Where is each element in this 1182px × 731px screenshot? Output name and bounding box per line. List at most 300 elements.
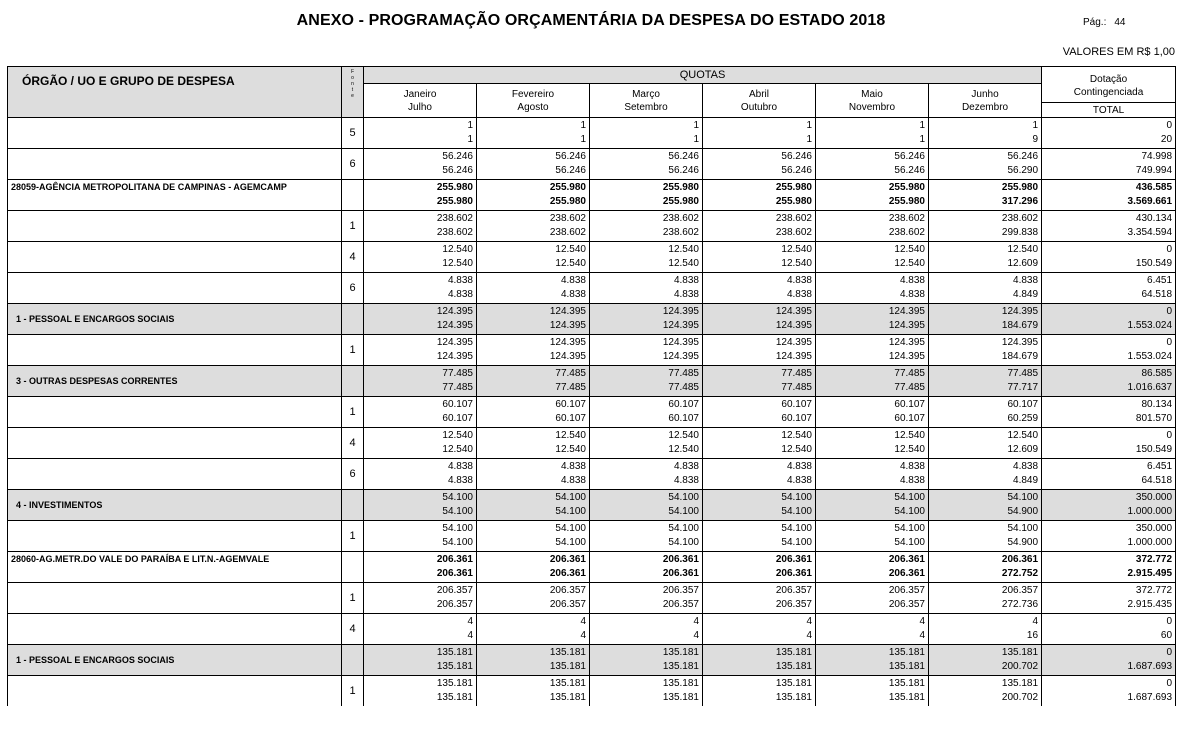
quota-cell: 77.485: [703, 381, 816, 397]
quota-cell: 299.838: [929, 226, 1042, 242]
quota-cell: 206.357: [477, 598, 590, 614]
fonte-cell: 5: [342, 118, 364, 149]
quota-cell: 54.100: [477, 521, 590, 537]
total-cell: 1.687.693: [1042, 660, 1176, 676]
quota-cell: 54.100: [816, 490, 929, 506]
row-label: 28060-AG.METR.DO VALE DO PARAÍBA E LIT.N.-AGEMVALE: [8, 552, 342, 583]
quota-cell: 135.181: [590, 660, 703, 676]
dotacao-cell: 6.451: [1042, 459, 1176, 475]
fonte-cell: 4: [342, 428, 364, 459]
dotacao-line: Dotação: [1089, 74, 1128, 85]
quota-cell: 1: [364, 118, 477, 134]
quota-cell: 135.181: [816, 691, 929, 706]
quota-cell: 206.357: [703, 583, 816, 599]
month-first: Abril: [748, 88, 769, 100]
dotacao-cell: 86.585: [1042, 366, 1176, 382]
fonte-letter: F: [350, 69, 355, 75]
total-cell: 1.553.024: [1042, 319, 1176, 335]
quota-cell: 16: [929, 629, 1042, 645]
row-label: 1 - PESSOAL E ENCARGOS SOCIAIS: [8, 645, 342, 676]
dotacao-cell: 0: [1042, 676, 1176, 692]
fonte-cell: 1: [342, 583, 364, 614]
quota-cell: 60.107: [703, 397, 816, 413]
quota-cell: 135.181: [364, 676, 477, 692]
quota-cell: 12.540: [816, 443, 929, 459]
quota-cell: 4: [590, 629, 703, 645]
quota-cell: 135.181: [929, 645, 1042, 661]
total-cell: 20: [1042, 133, 1176, 149]
quota-cell: 124.395: [929, 304, 1042, 320]
quota-cell: 4.838: [364, 273, 477, 289]
quota-cell: 12.540: [816, 428, 929, 444]
quota-cell: 4.838: [816, 459, 929, 475]
quota-cell: 12.540: [477, 242, 590, 258]
total-cell: 150.549: [1042, 443, 1176, 459]
quota-cell: 77.485: [590, 381, 703, 397]
quota-cell: 54.100: [816, 536, 929, 552]
total-cell: 60: [1042, 629, 1176, 645]
quota-cell: 4.838: [703, 273, 816, 289]
quota-cell: 4.838: [816, 273, 929, 289]
dotacao-cell: 430.134: [1042, 211, 1176, 227]
total-cell: 2.915.495: [1042, 567, 1176, 583]
quota-cell: 135.181: [477, 691, 590, 706]
quota-cell: 4.838: [590, 288, 703, 304]
quota-cell: 124.395: [364, 319, 477, 335]
quota-cell: 135.181: [477, 676, 590, 692]
quota-cell: 135.181: [703, 691, 816, 706]
dotacao-cell: 350.000: [1042, 490, 1176, 506]
total-cell: 64.518: [1042, 288, 1176, 304]
quota-cell: 77.485: [590, 366, 703, 382]
fonte-letter: o: [351, 75, 354, 81]
quota-cell: 206.357: [590, 583, 703, 599]
fonte-cell: [342, 645, 364, 676]
fonte-cell: 4: [342, 242, 364, 273]
month-header: [929, 84, 1042, 118]
quota-cell: 124.395: [477, 335, 590, 351]
quota-cell: 206.361: [929, 552, 1042, 568]
quota-cell: 206.357: [364, 583, 477, 599]
quota-cell: 317.296: [929, 195, 1042, 211]
quota-cell: 238.602: [590, 211, 703, 227]
quota-cell: 54.100: [364, 505, 477, 521]
quota-cell: 255.980: [477, 195, 590, 211]
fonte-cell: 4: [342, 614, 364, 645]
quota-cell: 1: [703, 133, 816, 149]
quota-cell: 184.679: [929, 319, 1042, 335]
quota-cell: 135.181: [703, 645, 816, 661]
quota-cell: 238.602: [477, 211, 590, 227]
row-label: [8, 676, 342, 707]
fonte-cell: 1: [342, 397, 364, 428]
dotacao-cell: 0: [1042, 335, 1176, 351]
row-label: 1 - PESSOAL E ENCARGOS SOCIAIS: [8, 304, 342, 335]
quota-cell: 184.679: [929, 350, 1042, 366]
month-second: Novembro: [848, 101, 896, 113]
quota-cell: 4.838: [703, 459, 816, 475]
quota-cell: 1: [590, 118, 703, 134]
report-title: ANEXO - PROGRAMAÇÃO ORÇAMENTÁRIA DA DESPESA DO ESTADO 2018: [296, 12, 886, 29]
quota-cell: 12.609: [929, 443, 1042, 459]
page-indicator: [1083, 17, 1125, 28]
quota-cell: 54.100: [703, 490, 816, 506]
fonte-cell: [342, 490, 364, 521]
quota-cell: 135.181: [477, 660, 590, 676]
table-row: [8, 149, 1176, 165]
budget-table: [7, 66, 1176, 706]
fonte-cell: [342, 366, 364, 397]
quota-cell: 135.181: [816, 676, 929, 692]
month-second: Julho: [408, 101, 432, 113]
quota-cell: 56.290: [929, 164, 1042, 180]
quota-cell: 56.246: [929, 149, 1042, 165]
quota-cell: 77.485: [816, 366, 929, 382]
fonte-cell: 1: [342, 521, 364, 552]
quota-cell: 124.395: [590, 304, 703, 320]
quota-cell: 124.395: [590, 319, 703, 335]
quota-cell: 255.980: [477, 180, 590, 196]
quota-cell: 135.181: [816, 660, 929, 676]
quota-cell: 60.107: [364, 397, 477, 413]
quota-cell: 135.181: [590, 691, 703, 706]
quota-cell: 1: [590, 133, 703, 149]
quota-cell: 4.838: [590, 459, 703, 475]
quota-cell: 60.107: [477, 412, 590, 428]
quota-cell: 206.361: [703, 552, 816, 568]
quota-cell: 206.361: [477, 552, 590, 568]
quota-cell: 124.395: [816, 335, 929, 351]
dotacao-header: [1042, 67, 1176, 118]
quota-cell: 4.838: [364, 459, 477, 475]
quota-cell: 54.100: [703, 536, 816, 552]
table-row: [8, 428, 1176, 444]
total-cell: 749.994: [1042, 164, 1176, 180]
row-label: 28059-AGÊNCIA METROPOLITANA DE CAMPINAS - AGEMCAMP: [8, 180, 342, 211]
quota-cell: 255.980: [590, 180, 703, 196]
quota-cell: 200.702: [929, 691, 1042, 706]
quota-cell: 135.181: [929, 676, 1042, 692]
quota-cell: 124.395: [477, 304, 590, 320]
table-row: [8, 521, 1176, 537]
quota-cell: 54.100: [477, 505, 590, 521]
quota-cell: 60.107: [816, 412, 929, 428]
row-label: [8, 614, 342, 645]
quota-cell: 124.395: [816, 319, 929, 335]
month-header: [816, 84, 929, 118]
quota-cell: 56.246: [816, 149, 929, 165]
quota-cell: 238.602: [364, 226, 477, 242]
quota-cell: 1: [364, 133, 477, 149]
quota-cell: 77.485: [477, 366, 590, 382]
row-label: [8, 242, 342, 273]
quota-cell: 4: [929, 614, 1042, 630]
total-cell: 801.570: [1042, 412, 1176, 428]
fonte-column-header: [342, 67, 364, 118]
quota-cell: 60.107: [590, 397, 703, 413]
fonte-cell: [342, 180, 364, 211]
quota-cell: 124.395: [703, 304, 816, 320]
quota-cell: 255.980: [929, 180, 1042, 196]
quota-cell: 4.838: [929, 273, 1042, 289]
month-first: Março: [632, 88, 660, 100]
quota-cell: 135.181: [703, 676, 816, 692]
row-label: 4 - INVESTIMENTOS: [8, 490, 342, 521]
quota-cell: 238.602: [929, 211, 1042, 227]
fonte-cell: 6: [342, 273, 364, 304]
quota-cell: 238.602: [816, 226, 929, 242]
total-cell: 3.569.661: [1042, 195, 1176, 211]
quota-cell: 124.395: [590, 350, 703, 366]
quota-cell: 56.246: [477, 164, 590, 180]
month-second: Dezembro: [961, 101, 1009, 113]
quota-cell: 4: [816, 614, 929, 630]
quota-cell: 56.246: [816, 164, 929, 180]
quota-cell: 1: [816, 133, 929, 149]
quota-cell: 238.602: [590, 226, 703, 242]
fonte-cell: 6: [342, 459, 364, 490]
quota-cell: 4.838: [364, 474, 477, 490]
row-label: [8, 211, 342, 242]
quota-cell: 4.849: [929, 288, 1042, 304]
quota-cell: 4: [703, 614, 816, 630]
row-label: [8, 428, 342, 459]
quota-cell: 56.246: [477, 149, 590, 165]
fonte-cell: 1: [342, 676, 364, 707]
table-row: [8, 335, 1176, 351]
dotacao-cell: 0: [1042, 242, 1176, 258]
quota-cell: 54.100: [929, 490, 1042, 506]
quota-cell: 60.107: [590, 412, 703, 428]
quota-cell: 4: [703, 629, 816, 645]
table-row: [8, 118, 1176, 134]
quota-cell: 200.702: [929, 660, 1042, 676]
dotacao-line: Contingenciada: [1073, 87, 1144, 98]
dotacao-cell: 372.772: [1042, 552, 1176, 568]
quota-cell: 54.100: [590, 505, 703, 521]
row-label: 3 - OUTRAS DESPESAS CORRENTES: [8, 366, 342, 397]
quota-cell: 135.181: [816, 645, 929, 661]
quota-cell: 12.609: [929, 257, 1042, 273]
quota-cell: 124.395: [703, 335, 816, 351]
quota-cell: 12.540: [703, 428, 816, 444]
quota-cell: 255.980: [364, 180, 477, 196]
quota-cell: 124.395: [364, 335, 477, 351]
quota-cell: 238.602: [816, 211, 929, 227]
quota-cell: 4: [477, 629, 590, 645]
quota-cell: 12.540: [364, 257, 477, 273]
quota-cell: 77.717: [929, 381, 1042, 397]
dotacao-cell: 0: [1042, 645, 1176, 661]
dotacao-cell: 0: [1042, 428, 1176, 444]
table-row: [8, 490, 1176, 506]
quota-cell: 54.100: [703, 521, 816, 537]
quota-cell: 4.838: [477, 474, 590, 490]
quota-cell: 60.107: [477, 397, 590, 413]
currency-note: VALORES EM R$ 1,00: [1062, 46, 1175, 58]
quota-cell: 255.980: [816, 195, 929, 211]
dotacao-cell: 0: [1042, 304, 1176, 320]
quota-cell: 12.540: [703, 257, 816, 273]
quota-cell: 4.838: [816, 474, 929, 490]
month-header: [364, 84, 477, 118]
month-header: [477, 84, 590, 118]
quota-cell: 12.540: [590, 428, 703, 444]
quota-cell: 238.602: [703, 226, 816, 242]
quota-cell: 56.246: [364, 149, 477, 165]
quota-cell: 272.752: [929, 567, 1042, 583]
quota-cell: 206.361: [364, 552, 477, 568]
quota-cell: 12.540: [364, 242, 477, 258]
table-row: [8, 242, 1176, 258]
quota-cell: 206.361: [590, 567, 703, 583]
row-label: [8, 583, 342, 614]
quota-cell: 206.361: [364, 567, 477, 583]
fonte-letter: t: [351, 87, 354, 93]
quota-cell: 60.107: [703, 412, 816, 428]
quota-cell: 54.100: [477, 536, 590, 552]
quota-cell: 206.357: [929, 583, 1042, 599]
quota-cell: 56.246: [703, 149, 816, 165]
quota-cell: 77.485: [816, 381, 929, 397]
quota-cell: 135.181: [477, 645, 590, 661]
dotacao-cell: 436.585: [1042, 180, 1176, 196]
quota-cell: 12.540: [590, 242, 703, 258]
month-first: Janeiro: [403, 88, 437, 100]
quota-cell: 77.485: [477, 381, 590, 397]
quota-cell: 238.602: [703, 211, 816, 227]
row-label: [8, 397, 342, 428]
quota-cell: 206.361: [816, 552, 929, 568]
dotacao-cell: 0: [1042, 614, 1176, 630]
month-first: Maio: [861, 88, 883, 100]
month-first: Junho: [971, 88, 999, 100]
quota-cell: 206.361: [590, 552, 703, 568]
quota-cell: 12.540: [929, 428, 1042, 444]
quota-cell: 1: [477, 118, 590, 134]
fonte-letter: e: [351, 93, 354, 99]
quota-cell: 206.357: [703, 598, 816, 614]
quota-cell: 54.100: [590, 536, 703, 552]
quota-cell: 238.602: [477, 226, 590, 242]
quota-cell: 255.980: [364, 195, 477, 211]
table-row: [8, 645, 1176, 661]
month-second: Outubro: [740, 101, 778, 113]
total-cell: 1.000.000: [1042, 505, 1176, 521]
quota-cell: 206.357: [364, 598, 477, 614]
fonte-cell: 1: [342, 211, 364, 242]
month-second: Setembro: [624, 101, 668, 113]
quota-cell: 4: [816, 629, 929, 645]
quota-cell: 124.395: [364, 350, 477, 366]
quota-cell: 12.540: [816, 257, 929, 273]
quota-cell: 1: [477, 133, 590, 149]
quota-cell: 1: [816, 118, 929, 134]
dotacao-cell: 372.772: [1042, 583, 1176, 599]
quota-cell: 238.602: [364, 211, 477, 227]
quota-cell: 12.540: [929, 242, 1042, 258]
quota-cell: 4.838: [590, 474, 703, 490]
quota-cell: 135.181: [364, 691, 477, 706]
quota-cell: 1: [703, 118, 816, 134]
quota-cell: 4.838: [477, 273, 590, 289]
dotacao-cell: 350.000: [1042, 521, 1176, 537]
quota-cell: 54.100: [590, 521, 703, 537]
quota-cell: 54.100: [929, 521, 1042, 537]
fonte-cell: [342, 552, 364, 583]
quota-cell: 4.838: [364, 288, 477, 304]
total-cell: 3.354.594: [1042, 226, 1176, 242]
total-cell: 1.553.024: [1042, 350, 1176, 366]
quota-cell: 135.181: [590, 676, 703, 692]
quota-cell: 4: [477, 614, 590, 630]
month-header: [703, 84, 816, 118]
quota-cell: 4.838: [929, 459, 1042, 475]
quota-cell: 60.107: [364, 412, 477, 428]
quota-cell: 4.838: [477, 288, 590, 304]
row-label: [8, 118, 342, 149]
table-row: [8, 273, 1176, 289]
total-cell: 1.016.637: [1042, 381, 1176, 397]
quota-cell: 4.849: [929, 474, 1042, 490]
quota-cell: 54.100: [816, 521, 929, 537]
quota-cell: 206.357: [590, 598, 703, 614]
table-row: [8, 211, 1176, 227]
quota-cell: 60.259: [929, 412, 1042, 428]
quota-cell: 206.361: [816, 567, 929, 583]
quota-cell: 56.246: [703, 164, 816, 180]
quota-cell: 54.900: [929, 536, 1042, 552]
quota-cell: 4.838: [477, 459, 590, 475]
fonte-letter: n: [351, 81, 354, 87]
fonte-cell: [342, 304, 364, 335]
quota-cell: 54.100: [364, 521, 477, 537]
table-row: [8, 397, 1176, 413]
quota-cell: 54.100: [703, 505, 816, 521]
quota-cell: 54.100: [816, 505, 929, 521]
month-second: Agosto: [517, 101, 549, 113]
quota-cell: 4.838: [703, 288, 816, 304]
month-first: Fevereiro: [511, 88, 555, 100]
table-row: [8, 614, 1176, 630]
quota-cell: 124.395: [816, 304, 929, 320]
quota-cell: 9: [929, 133, 1042, 149]
quota-cell: 12.540: [477, 443, 590, 459]
row-label: [8, 335, 342, 366]
quota-cell: 135.181: [590, 645, 703, 661]
page-number: 44: [1114, 17, 1126, 28]
quota-cell: 56.246: [590, 149, 703, 165]
quota-cell: 255.980: [816, 180, 929, 196]
fonte-cell: 6: [342, 149, 364, 180]
table-row: [8, 676, 1176, 692]
quota-cell: 12.540: [703, 242, 816, 258]
quota-cell: 4: [364, 629, 477, 645]
row-label: [8, 273, 342, 304]
quota-cell: 4.838: [816, 288, 929, 304]
quota-cell: 54.900: [929, 505, 1042, 521]
table-body: [8, 118, 1176, 707]
table-row: [8, 180, 1176, 196]
quota-cell: 124.395: [816, 350, 929, 366]
quota-cell: 12.540: [477, 257, 590, 273]
fonte-cell: 1: [342, 335, 364, 366]
month-header: [590, 84, 703, 118]
quota-cell: 77.485: [364, 366, 477, 382]
quota-cell: 54.100: [477, 490, 590, 506]
quota-cell: 272.736: [929, 598, 1042, 614]
total-cell: 1.687.693: [1042, 691, 1176, 706]
